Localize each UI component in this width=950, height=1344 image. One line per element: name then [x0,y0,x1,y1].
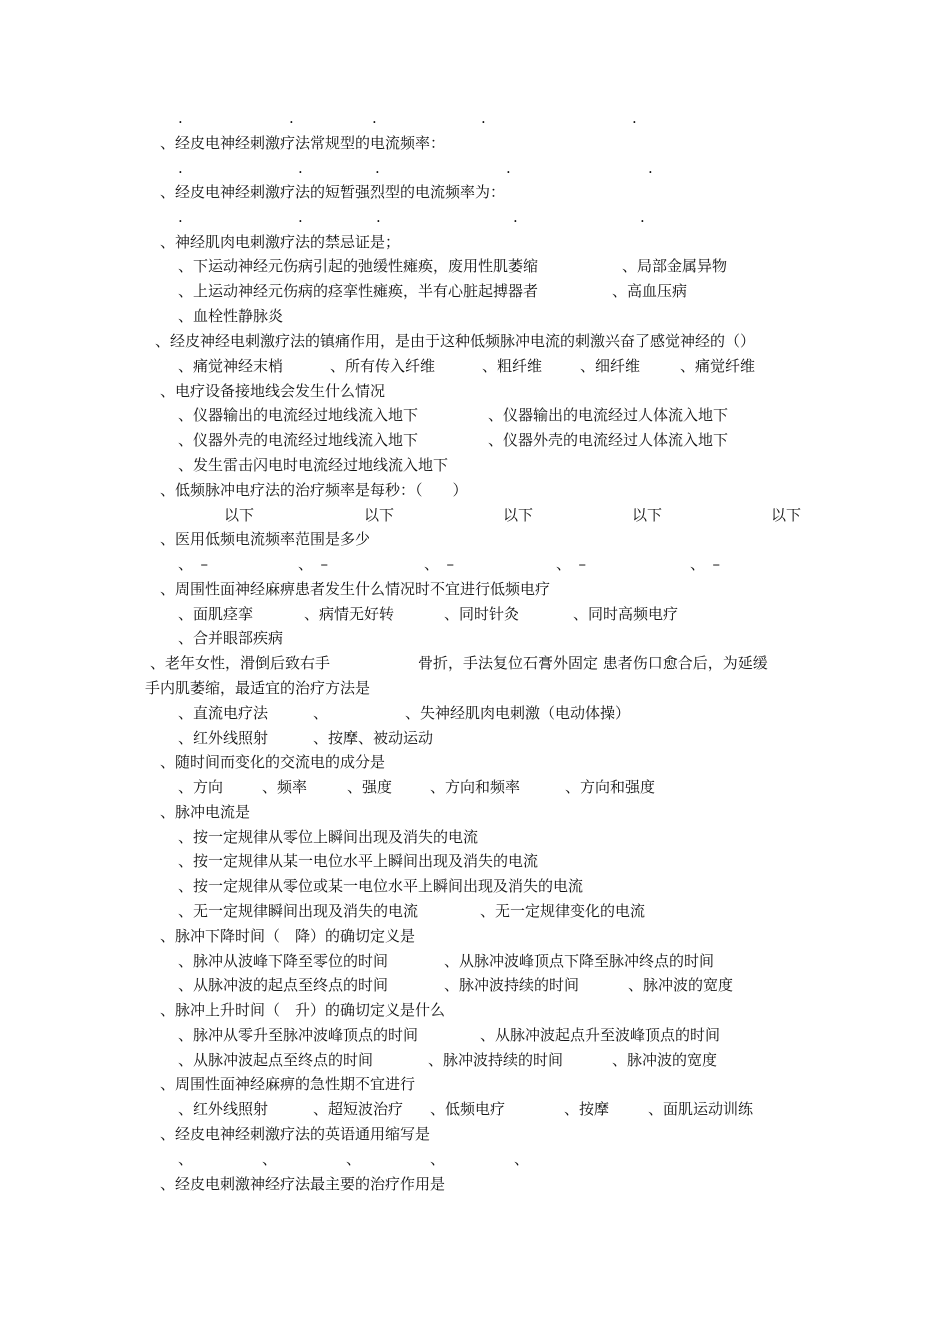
text-segment: 、无一定规律瞬间出现及消失的电流 [178,902,419,920]
text-segment: 、细纤维 [580,357,641,375]
text-segment: 、经皮神经电刺激疗法的镇痛作用，是由于这种低频脉冲电流的刺激兴奋了感觉神经的（） [155,332,756,350]
text-line [0,998,950,1022]
text-line [0,254,950,278]
text-line [0,750,950,774]
text-segment: 、 [430,1150,446,1168]
text-segment: 以下 [632,506,663,524]
text-line [0,478,950,502]
text-segment: 、经皮电刺激神经疗法最主要的治疗作用是 [160,1175,446,1193]
text-line [0,503,950,527]
text-line [0,180,950,204]
text-segment: 以下 [771,506,802,524]
text-segment: 、发生雷击闪电时电流经过地线流入地下 [178,456,449,474]
text-segment: 、随时间而变化的交流电的成分是 [160,753,386,771]
text-segment: . [289,109,294,127]
text-segment: 、方向和强度 [565,778,656,796]
text-segment: . [640,208,645,226]
text-segment: 、从脉冲波起点至终点的时间 [178,1051,374,1069]
text-segment: 、低频电疗 [430,1100,506,1118]
text-line [0,379,950,403]
text-segment: 、经皮电神经刺激疗法的英语通用缩写是 [160,1125,431,1143]
text-segment: 、周围性面神经麻痹的急性期不宜进行 [160,1075,416,1093]
text-segment: 、红外线照射 [178,729,269,747]
text-segment: 、按一定规律从某一电位水平上瞬间出现及消失的电流 [178,852,539,870]
text-line [0,453,950,477]
text-segment: 、 – [690,555,721,573]
text-line [0,577,950,601]
text-segment: 、高血压病 [612,282,688,300]
text-segment: . [298,208,303,226]
text-segment: 、脉冲电流是 [160,803,251,821]
text-segment: 、从脉冲波的起点至终点的时间 [178,976,389,994]
text-segment: 、神经肌肉电刺激疗法的禁忌证是； [160,233,401,251]
text-segment: 、失神经肌肉电刺激（电动体操） [405,704,631,722]
text-segment: 、医用低频电流频率范围是多少 [160,530,371,548]
text-segment: 、按一定规律从零位上瞬间出现及消失的电流 [178,828,479,846]
text-segment: 、 – [556,555,587,573]
text-segment: . [481,109,486,127]
text-segment: 、脉冲波持续的时间 [428,1051,564,1069]
text-segment: 、面肌痉挛 [178,605,254,623]
text-line [0,874,950,898]
text-segment: 、 [514,1150,530,1168]
text-segment: 、 [313,704,329,722]
text-line [0,428,950,452]
text-segment: 、强度 [347,778,393,796]
text-line [0,626,950,650]
text-line [0,156,950,180]
text-line [0,924,950,948]
text-line [0,651,950,675]
text-segment: 以下 [364,506,395,524]
text-segment: 、仪器外壳的电流经过地线流入地下 [178,431,419,449]
text-segment: 、 [346,1150,362,1168]
text-line [0,1072,950,1096]
text-segment: 、局部金属异物 [622,257,728,275]
text-segment: 、 – [424,555,455,573]
text-segment: . [376,208,381,226]
text-line [0,304,950,328]
text-line [0,1122,950,1146]
text-segment: 、 [262,1150,278,1168]
text-segment: . [375,159,380,177]
text-segment: 、脉冲上升时间（ 升）的确切定义是什么 [160,1001,446,1019]
text-segment: 、经皮电神经刺激疗法的短暂强烈型的电流频率为： [160,183,506,201]
text-segment: 、按一定规律从零位或某一电位水平上瞬间出现及消失的电流 [178,877,584,895]
text-line [0,527,950,551]
text-segment: 、直流电疗法 [178,704,269,722]
text-line [0,329,950,353]
text-segment: 手内肌萎缩，最适宜的治疗方法是 [145,679,371,697]
text-segment: 、方向和频率 [430,778,521,796]
text-segment: 以下 [224,506,255,524]
text-segment: 、仪器外壳的电流经过人体流入地下 [488,431,729,449]
text-segment: . [178,159,183,177]
text-segment: 、病情无好转 [304,605,395,623]
text-segment: . [648,159,653,177]
text-segment: 、同时高频电疗 [573,605,679,623]
text-segment: 、从脉冲波起点升至波峰顶点的时间 [480,1026,721,1044]
text-line [0,1023,950,1047]
text-line [0,1048,950,1072]
text-line [0,354,950,378]
text-segment: . [513,208,518,226]
text-line [0,106,950,130]
text-segment: 、按摩 [564,1100,610,1118]
text-line [0,775,950,799]
text-segment: 、低频脉冲电疗法的治疗频率是每秒：（ ） [160,481,468,499]
text-segment: 、频率 [262,778,308,796]
text-segment: 、脉冲波的宽度 [628,976,734,994]
text-line [0,230,950,254]
text-line [0,131,950,155]
text-segment: 以下 [503,506,534,524]
text-segment: 、电疗设备接地线会发生什么情况 [160,382,386,400]
text-segment: 、血栓性静脉炎 [178,307,284,325]
text-segment: 、无一定规律变化的电流 [480,902,646,920]
text-segment: 、痛觉纤维 [680,357,756,375]
text-segment: 、经皮电神经刺激疗法常规型的电流频率： [160,134,446,152]
text-segment: 骨折，手法复位石膏外固定 患者伤口愈合后，为延缓 [418,654,768,672]
text-line [0,701,950,725]
text-segment: 、脉冲下降时间（ 降）的确切定义是 [160,927,416,945]
text-segment: 、痛觉神经末梢 [178,357,284,375]
text-segment: 、红外线照射 [178,1100,269,1118]
text-line [0,403,950,427]
text-line [0,973,950,997]
text-segment: 、脉冲波持续的时间 [444,976,580,994]
text-segment: 、仪器输出的电流经过人体流入地下 [488,406,729,424]
text-segment: 、粗纤维 [482,357,543,375]
text-segment: 、下运动神经元伤病引起的弛缓性瘫痪，废用性肌萎缩 [178,257,539,275]
text-segment: . [632,109,637,127]
text-line [0,1172,950,1196]
text-segment: 、仪器输出的电流经过地线流入地下 [178,406,419,424]
text-segment: 、脉冲从零升至脉冲波峰顶点的时间 [178,1026,419,1044]
text-segment: 、所有传入纤维 [330,357,436,375]
text-segment: . [178,208,183,226]
text-line [0,1147,950,1171]
text-line [0,899,950,923]
text-segment: . [178,109,183,127]
text-segment: 、 – [178,555,209,573]
text-segment: 、 – [298,555,329,573]
text-line [0,726,950,750]
text-line [0,552,950,576]
text-segment: 、 [178,1150,194,1168]
text-segment: 、脉冲波的宽度 [612,1051,718,1069]
text-segment: 、方向 [178,778,224,796]
text-line [0,279,950,303]
text-segment: 、超短波治疗 [313,1100,404,1118]
text-line [0,949,950,973]
text-line [0,1097,950,1121]
text-line [0,825,950,849]
text-segment: . [372,109,377,127]
text-segment: 、面肌运动训练 [648,1100,754,1118]
text-line [0,849,950,873]
text-line [0,602,950,626]
text-segment: 、同时针灸 [444,605,520,623]
text-segment: 、周围性面神经麻痹患者发生什么情况时不宜进行低频电疗 [160,580,551,598]
text-segment: . [298,159,303,177]
text-segment: 、合并眼部疾病 [178,629,284,647]
text-segment: . [506,159,511,177]
text-segment: 、按摩、被动运动 [313,729,434,747]
text-segment: 、上运动神经元伤病的痉挛性瘫痪，半有心脏起搏器者 [178,282,539,300]
text-line [0,800,950,824]
text-segment: 、从脉冲波峰顶点下降至脉冲终点的时间 [444,952,715,970]
text-segment: 、脉冲从波峰下降至零位的时间 [178,952,389,970]
text-line [0,205,950,229]
text-segment: 、老年女性，滑倒后致右手 [150,654,331,672]
text-line [0,676,950,700]
